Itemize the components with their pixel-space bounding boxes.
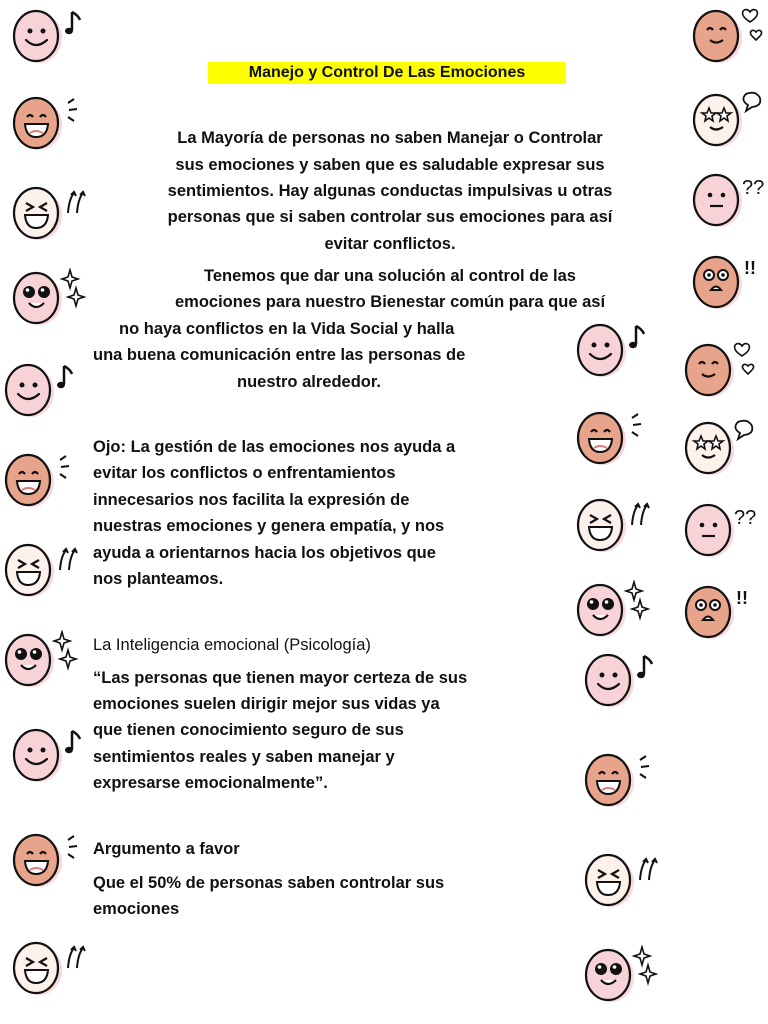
squint-laugh-emoji-icon <box>582 850 660 908</box>
svg-text:!!: !! <box>736 588 748 608</box>
quote-line: expresarse emocionalmente”. <box>93 774 328 792</box>
starry-eyes-emoji-icon <box>10 268 88 326</box>
ojo-line: evitar los conflictos o enfrentamientos <box>93 464 396 482</box>
smile-emoji-icon <box>10 6 88 64</box>
svg-text:??: ?? <box>734 507 757 529</box>
svg-text:!!: !! <box>744 258 756 278</box>
argumento-line: Que el 50% de personas saben controlar sus <box>93 874 445 892</box>
smile-emoji-icon <box>10 725 88 783</box>
ojo-line: Ojo: La gestión de las emociones nos ayuda a <box>93 438 456 456</box>
shocked-emoji-icon <box>690 252 768 310</box>
grin-emoji-icon <box>10 830 88 888</box>
grin-emoji-icon <box>10 93 88 151</box>
squint-laugh-emoji-icon <box>2 540 80 598</box>
smile-emoji-icon <box>582 650 660 708</box>
document-title: Manejo y Control De Las Emociones <box>208 62 566 84</box>
grin-emoji-icon <box>2 450 80 508</box>
argumento-line: emociones <box>93 900 180 918</box>
solution-line: emociones para nuestro Bienestar común para que así <box>174 293 606 311</box>
shocked-emoji-icon <box>682 582 760 640</box>
squint-laugh-emoji-icon <box>574 495 652 553</box>
smile-emoji-icon <box>2 360 80 418</box>
svg-text:??: ?? <box>742 177 765 199</box>
argumento-heading: Argumento a favor <box>93 840 240 858</box>
intro-line: La Mayoría de personas no saben Manejar o Controlar <box>177 129 603 147</box>
starry-eyes-emoji-icon <box>574 580 652 638</box>
grin-emoji-icon <box>574 408 652 466</box>
solution-line: una buena comunicación entre las personas de <box>93 346 466 364</box>
ojo-line: nos planteamos. <box>93 570 224 588</box>
intro-line: evitar conflictos. <box>324 235 456 253</box>
solution-line: Tenemos que dar una solución al control de las <box>204 267 576 285</box>
grin-emoji-icon <box>582 750 660 808</box>
quote-line: “Las personas que tienen mayor certeza de sus <box>93 669 468 687</box>
inteligencia-heading: La Inteligencia emocional (Psicología) <box>93 636 371 654</box>
starry-eyes-emoji-icon <box>2 630 80 688</box>
intro-line: sus emociones y saben que es saludable expresar sus <box>175 156 605 174</box>
quote-line: que tienen conocimiento seguro de sus <box>93 721 404 739</box>
neutral-emoji-icon <box>690 170 768 228</box>
quote-line: emociones suelen dirigir mejor sus vidas ya <box>93 695 440 713</box>
solution-line: nuestro alrededor. <box>237 373 381 391</box>
star-eyes-wink-emoji-icon <box>682 418 760 476</box>
squint-laugh-emoji-icon <box>10 938 88 996</box>
ojo-line: nuestras emociones y genera empatía, y nos <box>93 517 445 535</box>
intro-line: sentimientos. Hay algunas conductas impulsivas u otras <box>167 182 613 200</box>
squint-laugh-emoji-icon <box>10 183 88 241</box>
neutral-emoji-icon <box>682 500 760 558</box>
star-eyes-wink-emoji-icon <box>690 90 768 148</box>
intro-line: personas que si saben controlar sus emociones para así <box>167 208 613 226</box>
starry-eyes-emoji-icon <box>582 945 660 1003</box>
blush-hearts-emoji-icon <box>682 340 760 398</box>
smile-emoji-icon <box>574 320 652 378</box>
blush-hearts-emoji-icon <box>690 6 768 64</box>
solution-line: no haya conflictos en la Vida Social y halla <box>119 320 455 338</box>
quote-line: sentimientos reales y saben manejar y <box>93 748 395 766</box>
ojo-line: ayuda a orientarnos hacia los objetivos que <box>93 544 436 562</box>
ojo-line: innecesarios nos facilita la expresión de <box>93 491 410 509</box>
